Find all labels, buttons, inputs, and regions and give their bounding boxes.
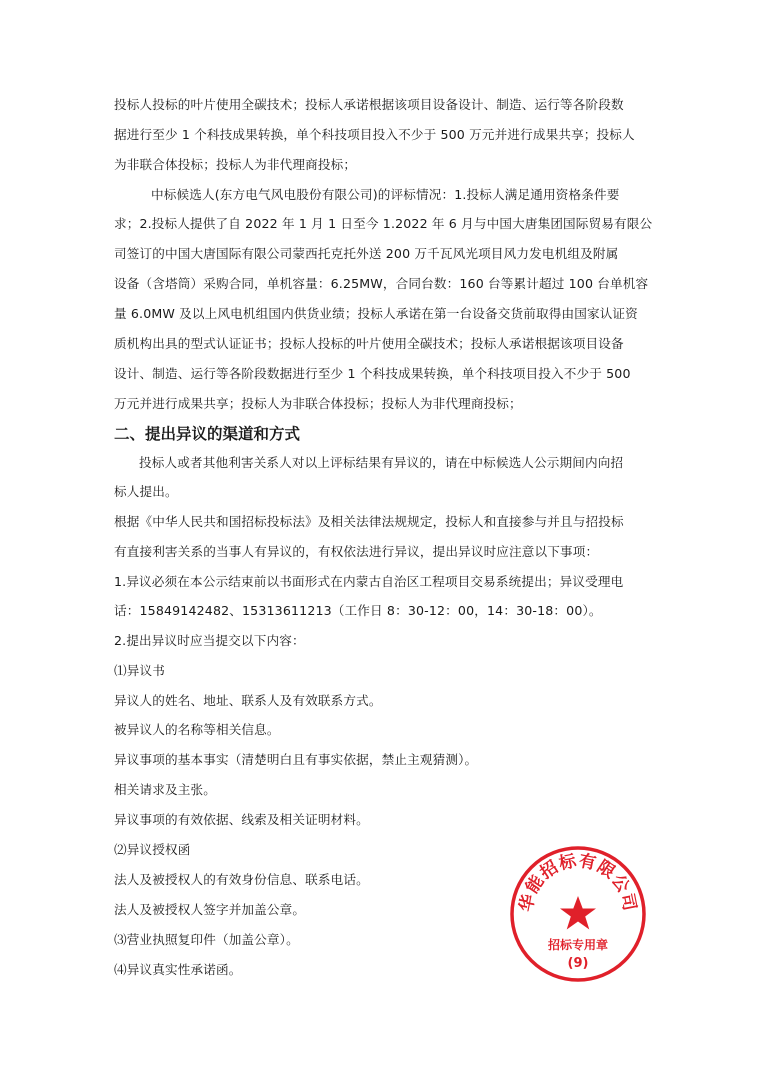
svg-text:(9): (9)	[567, 956, 589, 971]
text-line: 中标候选人(东方电气风电股份有限公司)的评标情况：1.投标人满足通用资格条件要	[151, 187, 620, 202]
section-heading: 二、提出异议的渠道和方式	[114, 425, 301, 443]
text-line: 2.提出异议时应当提交以下内容：	[114, 633, 305, 648]
text-line: 为非联合体投标；投标人为非代理商投标；	[114, 157, 357, 172]
text-line: 异议事项的有效依据、线索及相关证明材料。	[114, 812, 369, 827]
text-line: 相关请求及主张。	[114, 782, 216, 797]
text-line: 异议人的姓名、地址、联系人及有效联系方式。	[114, 693, 382, 708]
text-line: 质机构出具的型式认证证书；投标人投标的叶片使用全碳技术；投标人承诺根据该项目设备	[114, 336, 624, 351]
text-line: 异议事项的基本事实（清楚明白且有事实依据，禁止主观猜测）。	[114, 752, 478, 767]
text-line: 投标人或者其他利害关系人对以上评标结果有异议的，请在中标候选人公示期间内向招	[139, 455, 624, 470]
text-line: 万元并进行成果共享；投标人为非联合体投标；投标人为非代理商投标；	[114, 396, 522, 411]
text-line: 法人及被授权人的有效身份信息、联系电话。	[114, 872, 369, 887]
company-seal-stamp	[508, 844, 648, 984]
text-line: 量 6.0MW 及以上风电机组国内供货业绩；投标人承诺在第一台设备交货前取得由国家认证资	[114, 306, 638, 321]
text-line: 法人及被授权人签字并加盖公章。	[114, 902, 306, 917]
text-line: 有直接利害关系的当事人有异议的，有权依法进行异议，提出异议时应注意以下事项：	[114, 544, 599, 559]
text-line: ⑷异议真实性承诺函。	[114, 962, 242, 977]
text-line: 司签订的中国大唐国际有限公司蒙西托克托外送 200 万千瓦风光项目风力发电机组及附属	[114, 246, 619, 261]
text-line: 标人提出。	[114, 484, 178, 499]
text-line: ⑶营业执照复印件（加盖公章）。	[114, 932, 299, 947]
text-line: 根据《中华人民共和国招标投标法》及相关法律法规规定，投标人和直接参与并且与招投标	[114, 514, 624, 529]
svg-text:华能招标有限公司: 华能招标有限公司	[516, 850, 640, 914]
text-line: 求；2.投标人提供了自 2022 年 1 月 1 日至今 1.2022 年 6 月与中国大唐集团国际贸易有限公	[114, 216, 653, 231]
text-line: 1.异议必须在本公示结束前以书面形式在内蒙古自治区工程项目交易系统提出；异议受理电	[114, 574, 624, 589]
text-line: 设备（含塔筒）采购合同，单机容量：6.25MW，合同台数：160 台等累计超过 100 台单机容	[114, 276, 649, 291]
text-line: ⑴异议书	[114, 663, 165, 678]
text-line: ⑵异议授权函	[114, 842, 191, 857]
text-line: 被异议人的名称等相关信息。	[114, 722, 280, 737]
text-line: 投标人投标的叶片使用全碳技术；投标人承诺根据该项目设备设计、制造、运行等各阶段数	[114, 97, 624, 112]
text-line: 话：15849142482、15313611213（工作日 8：30-12：00，14：30-18：00）。	[114, 603, 602, 618]
svg-text:招标专用章: 招标专用章	[547, 938, 609, 952]
text-line: 设计、制造、运行等各阶段数据进行至少 1 个科技成果转换，单个科技项目投入不少于 500	[114, 366, 631, 381]
text-line: 据进行至少 1 个科技成果转换，单个科技项目投入不少于 500 万元并进行成果共享；投标人	[114, 127, 635, 142]
